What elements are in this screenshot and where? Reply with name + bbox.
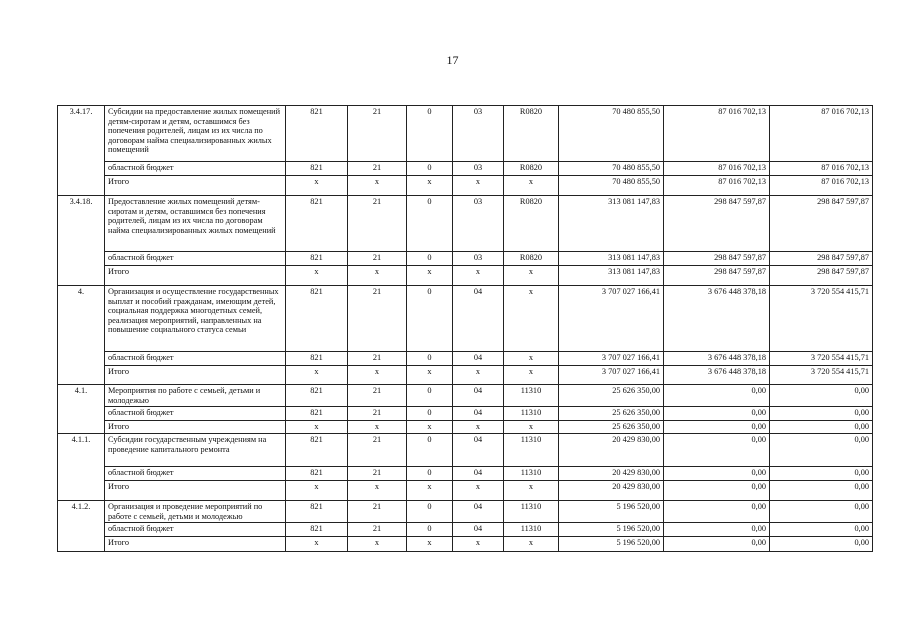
cell-c2: x (348, 481, 407, 501)
cell-v2: 0,00 (664, 434, 770, 467)
cell-v3: 87 016 702,13 (770, 176, 873, 196)
cell-c5: 11310 (504, 523, 559, 537)
cell-c2: 21 (348, 162, 407, 176)
cell-c3: x (407, 266, 453, 286)
cell-c4: 04 (453, 434, 504, 467)
cell-c3: 0 (407, 252, 453, 266)
cell-c2: x (348, 176, 407, 196)
cell-c3: 0 (407, 385, 453, 407)
item-name: Итого (105, 537, 286, 552)
item-name: областной бюджет (105, 523, 286, 537)
table-row (58, 501, 873, 523)
cell-v1: 70 480 855,50 (559, 162, 664, 176)
table-row (58, 421, 873, 434)
cell-v2: 0,00 (664, 537, 770, 552)
budget-table (57, 105, 873, 552)
cell-c4: 04 (453, 352, 504, 366)
cell-c4: 04 (453, 407, 504, 421)
cell-c1: 821 (286, 501, 348, 523)
cell-v2: 87 016 702,13 (664, 106, 770, 162)
cell-c1: x (286, 266, 348, 286)
cell-v1: 20 429 830,00 (559, 434, 664, 467)
cell-v2: 87 016 702,13 (664, 176, 770, 196)
cell-v3: 298 847 597,87 (770, 266, 873, 286)
cell-c3: x (407, 366, 453, 385)
cell-c4: x (453, 266, 504, 286)
cell-v3: 87 016 702,13 (770, 106, 873, 162)
cell-c1: 821 (286, 162, 348, 176)
cell-v1: 70 480 855,50 (559, 106, 664, 162)
cell-v1: 5 196 520,00 (559, 523, 664, 537)
table-row (58, 537, 873, 552)
cell-v3: 0,00 (770, 467, 873, 481)
cell-v2: 3 676 448 378,18 (664, 352, 770, 366)
cell-v1: 3 707 027 166,41 (559, 366, 664, 385)
cell-c5: 11310 (504, 385, 559, 407)
cell-c5: 11310 (504, 434, 559, 467)
cell-v3: 298 847 597,87 (770, 252, 873, 266)
table-row (58, 106, 873, 162)
cell-v2: 3 676 448 378,18 (664, 366, 770, 385)
cell-c4: 03 (453, 106, 504, 162)
cell-v3: 298 847 597,87 (770, 196, 873, 252)
cell-v2: 0,00 (664, 481, 770, 501)
cell-v3: 0,00 (770, 501, 873, 523)
cell-c1: 821 (286, 106, 348, 162)
cell-v2: 0,00 (664, 467, 770, 481)
table-row (58, 385, 873, 407)
item-name: Субсидии на предоставление жилых помещений детям-сиротам и детям, оставшимся без попечения родителей, лицам из их числа по договорам найма специализированных жилых помещений (105, 106, 286, 162)
cell-c4: 04 (453, 501, 504, 523)
table-row (58, 176, 873, 196)
cell-v1: 20 429 830,00 (559, 467, 664, 481)
cell-v1: 25 626 350,00 (559, 421, 664, 434)
cell-v2: 3 676 448 378,18 (664, 286, 770, 352)
item-name: Организация и осуществление государственных выплат и пособий гражданам, имеющим детей, социальная поддержка многодетных семей, реализация мероприятий, направленных на повышение социального статуса семьи (105, 286, 286, 352)
table-row (58, 481, 873, 501)
table-row (58, 366, 873, 385)
cell-c4: 03 (453, 196, 504, 252)
cell-c3: 0 (407, 434, 453, 467)
cell-c5: x (504, 352, 559, 366)
item-name: Итого (105, 366, 286, 385)
cell-c5: 11310 (504, 501, 559, 523)
cell-c1: 821 (286, 467, 348, 481)
item-name: Предоставление жилых помещений детям-сиротам и детям, оставшимся без попечения родителей, лицам из их числа по договорам найма специализированных жилых помещений (105, 196, 286, 252)
cell-c1: x (286, 421, 348, 434)
cell-v1: 313 081 147,83 (559, 266, 664, 286)
cell-c1: 821 (286, 523, 348, 537)
item-name: областной бюджет (105, 252, 286, 266)
cell-c4: x (453, 537, 504, 552)
cell-c2: 21 (348, 407, 407, 421)
cell-v1: 70 480 855,50 (559, 176, 664, 196)
table-row (58, 162, 873, 176)
cell-c1: 821 (286, 286, 348, 352)
cell-c3: x (407, 176, 453, 196)
item-name: Итого (105, 176, 286, 196)
cell-v1: 5 196 520,00 (559, 537, 664, 552)
cell-c3: 0 (407, 162, 453, 176)
cell-v3: 3 720 554 415,71 (770, 366, 873, 385)
cell-v3: 0,00 (770, 421, 873, 434)
cell-c3: x (407, 421, 453, 434)
item-name: областной бюджет (105, 162, 286, 176)
cell-c1: x (286, 537, 348, 552)
table-row (58, 196, 873, 252)
cell-c2: 21 (348, 286, 407, 352)
item-name: Мероприятия по работе с семьей, детьми и молодежью (105, 385, 286, 407)
cell-v1: 25 626 350,00 (559, 385, 664, 407)
cell-v2: 0,00 (664, 523, 770, 537)
cell-c5: 11310 (504, 407, 559, 421)
cell-c5: x (504, 421, 559, 434)
table-row (58, 467, 873, 481)
cell-v1: 3 707 027 166,41 (559, 286, 664, 352)
cell-c3: 0 (407, 106, 453, 162)
cell-c5: R0820 (504, 162, 559, 176)
cell-c2: 21 (348, 467, 407, 481)
cell-v2: 0,00 (664, 421, 770, 434)
cell-c2: 21 (348, 106, 407, 162)
cell-v3: 0,00 (770, 407, 873, 421)
item-name: областной бюджет (105, 467, 286, 481)
item-name: Субсидии государственным учреждениям на проведение капитального ремонта (105, 434, 286, 467)
cell-c3: 0 (407, 501, 453, 523)
item-code: 4. (58, 286, 105, 385)
cell-c5: R0820 (504, 252, 559, 266)
cell-v1: 313 081 147,83 (559, 196, 664, 252)
cell-c2: 21 (348, 501, 407, 523)
cell-c1: 821 (286, 434, 348, 467)
cell-c2: x (348, 537, 407, 552)
cell-c2: 21 (348, 352, 407, 366)
cell-v1: 5 196 520,00 (559, 501, 664, 523)
cell-c2: 21 (348, 196, 407, 252)
cell-v3: 3 720 554 415,71 (770, 352, 873, 366)
cell-v2: 298 847 597,87 (664, 266, 770, 286)
cell-v3: 3 720 554 415,71 (770, 286, 873, 352)
cell-c1: 821 (286, 196, 348, 252)
table-row (58, 407, 873, 421)
cell-c2: 21 (348, 434, 407, 467)
cell-c4: 04 (453, 286, 504, 352)
cell-c3: x (407, 481, 453, 501)
cell-c4: 04 (453, 467, 504, 481)
cell-c4: 03 (453, 252, 504, 266)
cell-c1: x (286, 176, 348, 196)
table-row (58, 286, 873, 352)
cell-c2: x (348, 266, 407, 286)
cell-c4: 04 (453, 385, 504, 407)
cell-c4: x (453, 366, 504, 385)
cell-c1: 821 (286, 385, 348, 407)
cell-c5: x (504, 537, 559, 552)
cell-v3: 0,00 (770, 434, 873, 467)
cell-v2: 87 016 702,13 (664, 162, 770, 176)
cell-c2: x (348, 366, 407, 385)
item-name: областной бюджет (105, 352, 286, 366)
cell-c3: 0 (407, 286, 453, 352)
item-code: 4.1. (58, 385, 105, 434)
cell-c4: x (453, 421, 504, 434)
cell-c2: 21 (348, 385, 407, 407)
table-row (58, 352, 873, 366)
cell-v2: 298 847 597,87 (664, 252, 770, 266)
cell-c5: x (504, 481, 559, 501)
cell-v1: 313 081 147,83 (559, 252, 664, 266)
cell-c4: 03 (453, 162, 504, 176)
cell-v2: 0,00 (664, 501, 770, 523)
cell-c1: 821 (286, 407, 348, 421)
cell-c1: 821 (286, 252, 348, 266)
cell-c3: 0 (407, 352, 453, 366)
cell-v1: 3 707 027 166,41 (559, 352, 664, 366)
cell-v3: 0,00 (770, 385, 873, 407)
item-code: 4.1.2. (58, 501, 105, 552)
cell-v3: 0,00 (770, 537, 873, 552)
cell-c5: x (504, 366, 559, 385)
page-number: 17 (446, 53, 459, 67)
item-name: Итого (105, 266, 286, 286)
cell-c5: 11310 (504, 467, 559, 481)
cell-c5: x (504, 266, 559, 286)
cell-v1: 25 626 350,00 (559, 407, 664, 421)
cell-v3: 0,00 (770, 481, 873, 501)
cell-c1: x (286, 366, 348, 385)
cell-v2: 298 847 597,87 (664, 196, 770, 252)
cell-v2: 0,00 (664, 385, 770, 407)
cell-c4: x (453, 176, 504, 196)
cell-c4: x (453, 481, 504, 501)
cell-c3: x (407, 537, 453, 552)
cell-v3: 87 016 702,13 (770, 162, 873, 176)
cell-c2: x (348, 421, 407, 434)
cell-v2: 0,00 (664, 407, 770, 421)
item-name: Итого (105, 481, 286, 501)
table-row (58, 266, 873, 286)
table-row (58, 523, 873, 537)
cell-c4: 04 (453, 523, 504, 537)
cell-c3: 0 (407, 467, 453, 481)
cell-c5: x (504, 176, 559, 196)
cell-v1: 20 429 830,00 (559, 481, 664, 501)
cell-v3: 0,00 (770, 523, 873, 537)
table-row (58, 252, 873, 266)
cell-c3: 0 (407, 196, 453, 252)
table-row (58, 434, 873, 467)
cell-c5: R0820 (504, 196, 559, 252)
cell-c5: x (504, 286, 559, 352)
item-code: 3.4.17. (58, 106, 105, 196)
item-code: 4.1.1. (58, 434, 105, 501)
cell-c1: x (286, 481, 348, 501)
cell-c2: 21 (348, 523, 407, 537)
cell-c3: 0 (407, 523, 453, 537)
cell-c2: 21 (348, 252, 407, 266)
item-name: областной бюджет (105, 407, 286, 421)
item-name: Организация и проведение мероприятий по работе с семьей, детьми и молодежью (105, 501, 286, 523)
cell-c3: 0 (407, 407, 453, 421)
item-code: 3.4.18. (58, 196, 105, 286)
item-name: Итого (105, 421, 286, 434)
cell-c1: 821 (286, 352, 348, 366)
cell-c5: R0820 (504, 106, 559, 162)
